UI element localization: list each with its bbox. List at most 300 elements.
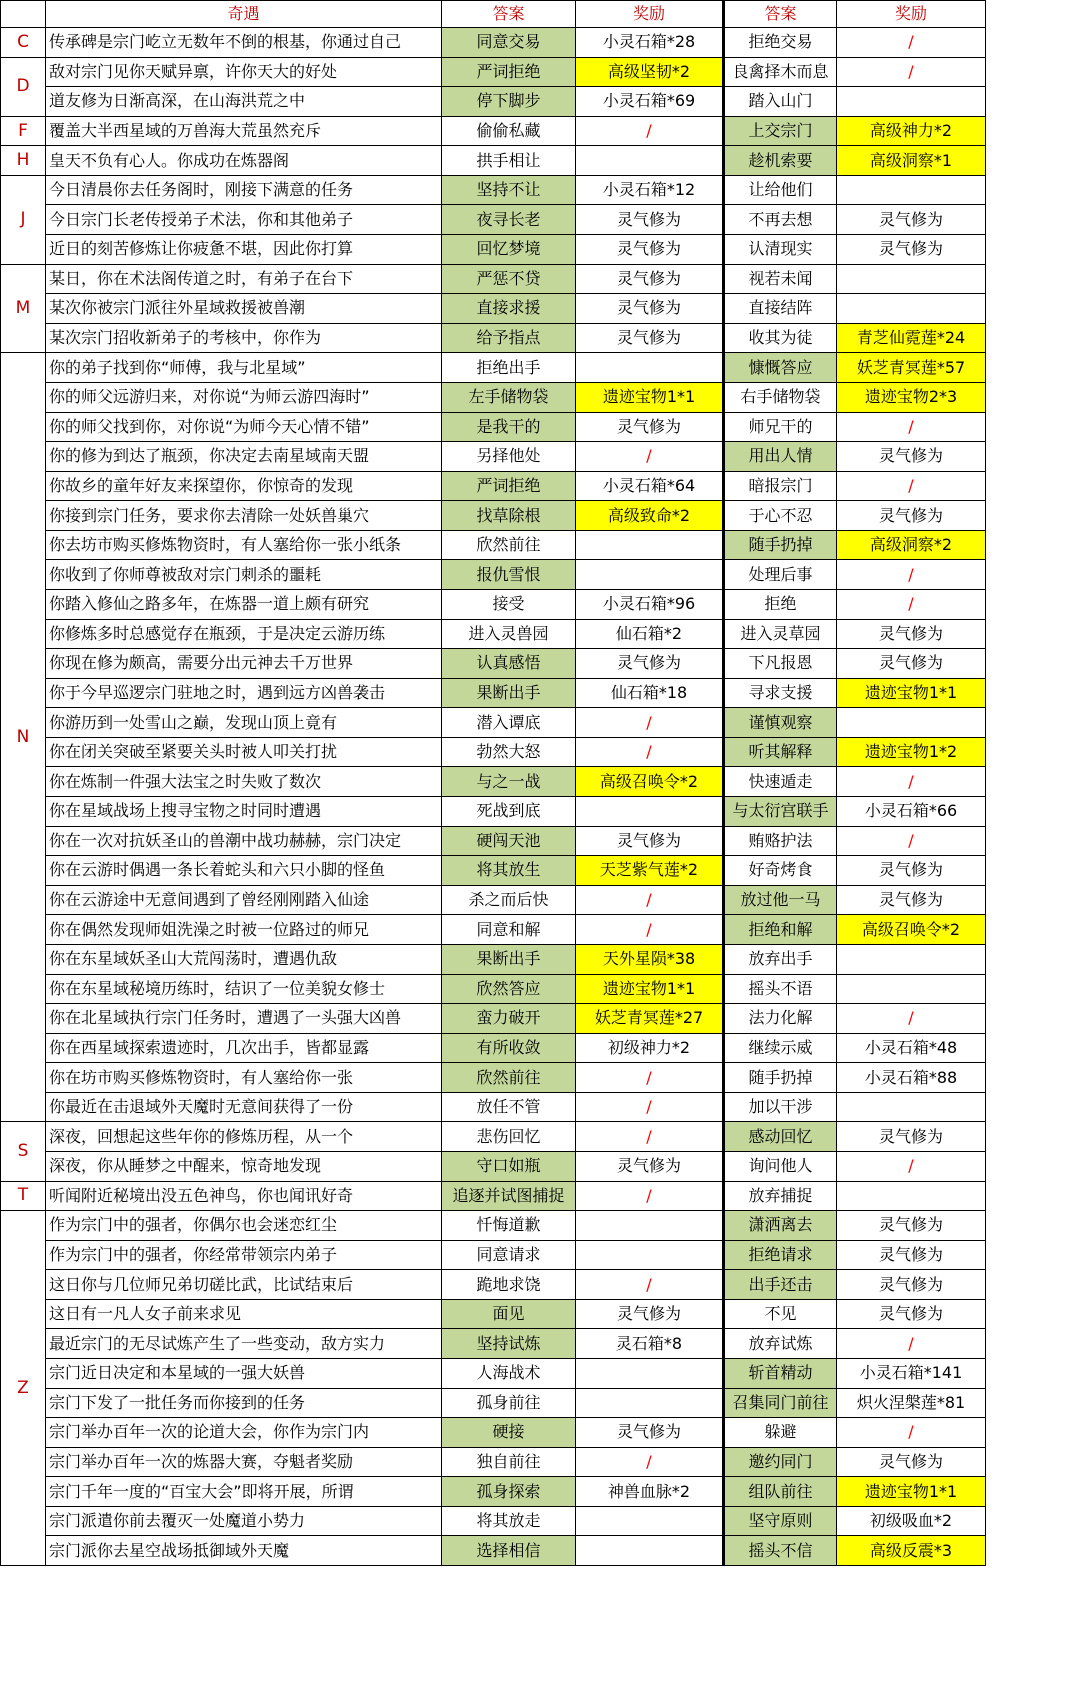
event-text: 你在一次对抗妖圣山的兽潮中战功赫赫，宗门决定 — [46, 826, 442, 856]
reward-2-cell: 灵气修为 — [837, 649, 986, 679]
event-text: 近日的刻苦修炼让你疲惫不堪，因此你打算 — [46, 235, 442, 265]
header-reward-1: 奖励 — [576, 1, 724, 28]
answer-1-cell: 回忆梦境 — [442, 235, 576, 265]
reward-1-cell: / — [576, 442, 724, 472]
answer-1-cell: 给予指点 — [442, 323, 576, 353]
section-letter: F — [1, 116, 46, 146]
reward-2-cell: / — [837, 826, 986, 856]
table-row — [1, 856, 986, 886]
answer-2-cell: 认清现实 — [724, 235, 837, 265]
table-row — [1, 1092, 986, 1122]
answer-1-cell: 坚持不让 — [442, 175, 576, 205]
event-text: 某日，你在术法阁传道之时，有弟子在台下 — [46, 264, 442, 294]
answer-1-cell: 严词拒绝 — [442, 57, 576, 87]
reward-1-cell: / — [576, 1092, 724, 1122]
answer-1-cell: 勃然大怒 — [442, 737, 576, 767]
table-row — [1, 797, 986, 827]
reward-1-cell: 灵气修为 — [576, 205, 724, 235]
answer-2-cell: 处理后事 — [724, 560, 837, 590]
table-row — [1, 412, 986, 442]
answer-2-cell: 拒绝 — [724, 589, 837, 619]
event-text: 作为宗门中的强者，你偶尔也会迷恋红尘 — [46, 1211, 442, 1241]
answer-1-cell: 死战到底 — [442, 797, 576, 827]
answer-2-cell: 踏入山门 — [724, 87, 837, 117]
event-text: 你去坊市购买修炼物资时，有人塞给你一张小纸条 — [46, 530, 442, 560]
event-text: 道友修为日渐高深，在山海洪荒之中 — [46, 87, 442, 117]
reward-1-cell: / — [576, 1122, 724, 1152]
answer-1-cell: 独自前往 — [442, 1447, 576, 1477]
table-row — [1, 471, 986, 501]
reward-1-cell: 小灵石箱*69 — [576, 87, 724, 117]
reward-2-cell — [837, 974, 986, 1004]
reward-2-cell: 高级反震*3 — [837, 1536, 986, 1566]
answer-1-cell: 将其放生 — [442, 856, 576, 886]
table-row — [1, 1270, 986, 1300]
section-letter: M — [1, 264, 46, 353]
answer-2-cell: 放弃试炼 — [724, 1329, 837, 1359]
answer-2-cell: 随手扔掉 — [724, 530, 837, 560]
table-row — [1, 294, 986, 324]
event-text: 作为宗门中的强者，你经常带领宗内弟子 — [46, 1240, 442, 1270]
reward-1-cell: 小灵石箱*12 — [576, 175, 724, 205]
reward-2-cell: / — [837, 57, 986, 87]
event-text: 覆盖大半西星域的万兽海大荒虽然充斥 — [46, 116, 442, 146]
table-row — [1, 1033, 986, 1063]
event-text: 你在东星域秘境历练时，结识了一位美貌女修士 — [46, 974, 442, 1004]
reward-1-cell — [576, 560, 724, 590]
reward-2-cell: / — [837, 471, 986, 501]
header-row — [1, 1, 986, 28]
answer-2-cell: 询问他人 — [724, 1151, 837, 1181]
table-row — [1, 382, 986, 412]
answer-2-cell: 快速遁走 — [724, 767, 837, 797]
answer-2-cell: 拒绝和解 — [724, 915, 837, 945]
reward-1-cell: / — [576, 708, 724, 738]
answer-2-cell: 良禽择木而息 — [724, 57, 837, 87]
answer-2-cell: 随手扔掉 — [724, 1063, 837, 1093]
section-letter: J — [1, 175, 46, 264]
header-answer-1: 答案 — [442, 1, 576, 28]
event-text: 你在北星域执行宗门任务时，遭遇了一头强大凶兽 — [46, 1004, 442, 1034]
reward-2-cell: 灵气修为 — [837, 501, 986, 531]
event-text: 你游历到一处雪山之巅，发现山顶上竟有 — [46, 708, 442, 738]
answer-1-cell: 放任不管 — [442, 1092, 576, 1122]
reward-2-cell — [837, 175, 986, 205]
event-text: 你的修为到达了瓶颈，你决定去南星域南天盟 — [46, 442, 442, 472]
table-row — [1, 974, 986, 1004]
answer-1-cell: 孤身探索 — [442, 1477, 576, 1507]
reward-1-cell — [576, 1240, 724, 1270]
reward-1-cell: 天芝紫气莲*2 — [576, 856, 724, 886]
event-text: 你在炼制一件强大法宝之时失败了数次 — [46, 767, 442, 797]
event-text: 某次宗门招收新弟子的考核中，你作为 — [46, 323, 442, 353]
event-text: 你在云游途中无意间遇到了曾经刚刚踏入仙途 — [46, 885, 442, 915]
answer-2-cell: 组队前往 — [724, 1477, 837, 1507]
answer-1-cell: 追逐并试图捕捉 — [442, 1181, 576, 1211]
answer-1-cell: 坚持试炼 — [442, 1329, 576, 1359]
table-row — [1, 353, 986, 383]
answer-1-cell: 蛮力破开 — [442, 1004, 576, 1034]
answer-2-cell: 好奇烤食 — [724, 856, 837, 886]
answer-1-cell: 孤身前往 — [442, 1388, 576, 1418]
answer-1-cell: 找草除根 — [442, 501, 576, 531]
answer-1-cell: 拒绝出手 — [442, 353, 576, 383]
reward-1-cell: / — [576, 885, 724, 915]
header-corner — [1, 1, 46, 28]
answer-2-cell: 继续示威 — [724, 1033, 837, 1063]
reward-1-cell: 灵气修为 — [576, 1299, 724, 1329]
reward-2-cell — [837, 708, 986, 738]
answer-2-cell: 用出人情 — [724, 442, 837, 472]
reward-1-cell: 灵气修为 — [576, 235, 724, 265]
table-row — [1, 885, 986, 915]
section-letter: T — [1, 1181, 46, 1211]
reward-2-cell: 小灵石箱*66 — [837, 797, 986, 827]
answer-1-cell: 欣然前往 — [442, 530, 576, 560]
section-letter: H — [1, 146, 46, 176]
table-row — [1, 678, 986, 708]
answer-2-cell: 下凡报恩 — [724, 649, 837, 679]
answer-1-cell: 左手储物袋 — [442, 382, 576, 412]
reward-1-cell: 天外星陨*38 — [576, 944, 724, 974]
table-row — [1, 1211, 986, 1241]
reward-2-cell: / — [837, 560, 986, 590]
table-row — [1, 323, 986, 353]
event-text: 你接到宗门任务，要求你去清除一处妖兽巢穴 — [46, 501, 442, 531]
section-letter: D — [1, 57, 46, 116]
reward-1-cell: 灵气修为 — [576, 1151, 724, 1181]
header-event: 奇遇 — [46, 1, 442, 28]
answer-1-cell: 严词拒绝 — [442, 471, 576, 501]
event-text: 你在云游时偶遇一条长着蛇头和六只小脚的怪鱼 — [46, 856, 442, 886]
event-text: 最近宗门的无尽试炼产生了一些变动，敌方实力 — [46, 1329, 442, 1359]
table-row — [1, 1506, 986, 1536]
answer-1-cell: 另择他处 — [442, 442, 576, 472]
table-row — [1, 1477, 986, 1507]
reward-1-cell: / — [576, 1181, 724, 1211]
event-text: 宗门举办百年一次的炼器大赛，夺魁者奖励 — [46, 1447, 442, 1477]
answer-2-cell: 法力化解 — [724, 1004, 837, 1034]
section-letter: C — [1, 28, 46, 58]
table-row — [1, 1536, 986, 1566]
answer-1-cell: 有所收敛 — [442, 1033, 576, 1063]
reward-2-cell: 初级吸血*2 — [837, 1506, 986, 1536]
table-row — [1, 1299, 986, 1329]
answer-2-cell: 出手还击 — [724, 1270, 837, 1300]
answer-2-cell: 拒绝请求 — [724, 1240, 837, 1270]
reward-1-cell — [576, 1211, 724, 1241]
reward-1-cell: / — [576, 915, 724, 945]
event-text: 你收到了你师尊被敌对宗门刺杀的噩耗 — [46, 560, 442, 590]
reward-1-cell: 高级致命*2 — [576, 501, 724, 531]
reward-2-cell — [837, 87, 986, 117]
reward-1-cell: 仙石箱*2 — [576, 619, 724, 649]
table-row — [1, 28, 986, 58]
answer-2-cell: 摇头不语 — [724, 974, 837, 1004]
answer-2-cell: 视若未闻 — [724, 264, 837, 294]
answer-1-cell: 人海战术 — [442, 1359, 576, 1389]
reward-2-cell: 灵气修为 — [837, 442, 986, 472]
reward-2-cell: / — [837, 1418, 986, 1448]
table-row — [1, 1447, 986, 1477]
reward-2-cell: 妖芝青冥莲*57 — [837, 353, 986, 383]
table-row — [1, 560, 986, 590]
section-letter: S — [1, 1122, 46, 1181]
reward-1-cell: 灵气修为 — [576, 826, 724, 856]
event-text: 今日宗门长老传授弟子术法，你和其他弟子 — [46, 205, 442, 235]
table-row — [1, 649, 986, 679]
answer-1-cell: 偷偷私藏 — [442, 116, 576, 146]
reward-1-cell: 初级神力*2 — [576, 1033, 724, 1063]
reward-2-cell: 高级召唤令*2 — [837, 915, 986, 945]
table-row — [1, 708, 986, 738]
header-reward-2: 奖励 — [837, 1, 986, 28]
answer-1-cell: 接受 — [442, 589, 576, 619]
event-text: 你的师父找到你，对你说“为师今天心情不错” — [46, 412, 442, 442]
reward-2-cell: / — [837, 1151, 986, 1181]
answer-2-cell: 寻求支援 — [724, 678, 837, 708]
reward-2-cell: 小灵石箱*48 — [837, 1033, 986, 1063]
reward-2-cell — [837, 264, 986, 294]
reward-1-cell: 灵气修为 — [576, 323, 724, 353]
reward-1-cell: 小灵石箱*64 — [576, 471, 724, 501]
answer-1-cell: 报仇雪恨 — [442, 560, 576, 590]
answer-2-cell: 与太衍宫联手 — [724, 797, 837, 827]
table-row — [1, 205, 986, 235]
reward-2-cell: 灵气修为 — [837, 885, 986, 915]
reward-2-cell: 遗迹宝物1*1 — [837, 1477, 986, 1507]
reward-2-cell: 炽火涅槃莲*81 — [837, 1388, 986, 1418]
reward-1-cell: 小灵石箱*96 — [576, 589, 724, 619]
answer-2-cell: 召集同门前往 — [724, 1388, 837, 1418]
answer-2-cell: 放弃出手 — [724, 944, 837, 974]
reward-2-cell: 青芝仙霓莲*24 — [837, 323, 986, 353]
section-letter: N — [1, 353, 46, 1122]
reward-1-cell — [576, 530, 724, 560]
answer-1-cell: 将其放走 — [442, 1506, 576, 1536]
answer-1-cell: 与之一战 — [442, 767, 576, 797]
answer-2-cell: 于心不忍 — [724, 501, 837, 531]
reward-2-cell: 灵气修为 — [837, 1299, 986, 1329]
answer-1-cell: 是我干的 — [442, 412, 576, 442]
answer-1-cell: 认真感悟 — [442, 649, 576, 679]
event-text: 你在星域战场上搜寻宝物之时同时遭遇 — [46, 797, 442, 827]
event-text: 宗门千年一度的“百宝大会”即将开展，所谓 — [46, 1477, 442, 1507]
answer-1-cell: 严惩不贷 — [442, 264, 576, 294]
table-row — [1, 235, 986, 265]
answer-1-cell: 夜寻长老 — [442, 205, 576, 235]
event-text: 皇天不负有心人。你成功在炼器阁 — [46, 146, 442, 176]
reward-1-cell: 高级召唤令*2 — [576, 767, 724, 797]
answer-2-cell: 暗报宗门 — [724, 471, 837, 501]
reward-2-cell: 高级洞察*2 — [837, 530, 986, 560]
answer-2-cell: 进入灵草园 — [724, 619, 837, 649]
reward-1-cell: / — [576, 116, 724, 146]
event-text: 深夜，回想起这些年你的修炼历程，从一个 — [46, 1122, 442, 1152]
reward-2-cell: / — [837, 767, 986, 797]
table-row — [1, 826, 986, 856]
table-row — [1, 589, 986, 619]
answer-1-cell: 同意交易 — [442, 28, 576, 58]
reward-2-cell: / — [837, 1004, 986, 1034]
table-row — [1, 619, 986, 649]
table-row — [1, 1063, 986, 1093]
reward-1-cell: 遗迹宝物1*1 — [576, 974, 724, 1004]
reward-2-cell: 灵气修为 — [837, 1270, 986, 1300]
reward-1-cell: / — [576, 1270, 724, 1300]
table-row — [1, 737, 986, 767]
event-text: 你在偶然发现师姐洗澡之时被一位路过的师兄 — [46, 915, 442, 945]
answer-1-cell: 面见 — [442, 1299, 576, 1329]
event-text: 这日你与几位师兄弟切磋比武，比试结束后 — [46, 1270, 442, 1300]
answer-1-cell: 果断出手 — [442, 944, 576, 974]
event-text: 你的师父远游归来，对你说“为师云游四海时” — [46, 382, 442, 412]
answer-2-cell: 上交宗门 — [724, 116, 837, 146]
reward-1-cell: 灵气修为 — [576, 294, 724, 324]
table-row — [1, 1388, 986, 1418]
table-row — [1, 1122, 986, 1152]
event-text: 你于今早巡逻宗门驻地之时，遇到远方凶兽袭击 — [46, 678, 442, 708]
event-text: 听闻附近秘境出没五色神鸟，你也闻讯好奇 — [46, 1181, 442, 1211]
reward-2-cell: / — [837, 28, 986, 58]
reward-2-cell: 灵气修为 — [837, 1447, 986, 1477]
answer-2-cell: 加以干涉 — [724, 1092, 837, 1122]
table-row — [1, 1004, 986, 1034]
answer-1-cell: 硬接 — [442, 1418, 576, 1448]
reward-2-cell: 灵气修为 — [837, 619, 986, 649]
reward-2-cell: 小灵石箱*141 — [837, 1359, 986, 1389]
table-row — [1, 442, 986, 472]
reward-1-cell — [576, 1359, 724, 1389]
reward-2-cell: 高级神力*2 — [837, 116, 986, 146]
answer-1-cell: 欣然前往 — [442, 1063, 576, 1093]
reward-1-cell — [576, 797, 724, 827]
reward-2-cell: 灵气修为 — [837, 1211, 986, 1241]
reward-1-cell: 灵气修为 — [576, 264, 724, 294]
event-text: 你踏入修仙之路多年，在炼器一道上颇有研究 — [46, 589, 442, 619]
answer-2-cell: 听其解释 — [724, 737, 837, 767]
answer-2-cell: 潇洒离去 — [724, 1211, 837, 1241]
answer-2-cell: 直接结阵 — [724, 294, 837, 324]
event-text: 某次你被宗门派往外星域救援被兽潮 — [46, 294, 442, 324]
reward-1-cell: 高级坚韧*2 — [576, 57, 724, 87]
reward-1-cell — [576, 353, 724, 383]
event-text: 宗门近日决定和本星域的一强大妖兽 — [46, 1359, 442, 1389]
reward-2-cell: 灵气修为 — [837, 205, 986, 235]
reward-2-cell — [837, 294, 986, 324]
table-row — [1, 1418, 986, 1448]
answer-2-cell: 不见 — [724, 1299, 837, 1329]
answer-2-cell: 让给他们 — [724, 175, 837, 205]
reward-1-cell: 遗迹宝物1*1 — [576, 382, 724, 412]
header-answer-2: 答案 — [724, 1, 837, 28]
reward-1-cell: 灵气修为 — [576, 412, 724, 442]
event-text: 你在坊市购买修炼物资时，有人塞给你一张 — [46, 1063, 442, 1093]
table-row — [1, 146, 986, 176]
table-row — [1, 175, 986, 205]
reward-2-cell: 高级洞察*1 — [837, 146, 986, 176]
table-row — [1, 264, 986, 294]
reward-1-cell: 神兽血脉*2 — [576, 1477, 724, 1507]
reward-1-cell: / — [576, 1447, 724, 1477]
event-text: 深夜，你从睡梦之中醒来，惊奇地发现 — [46, 1151, 442, 1181]
reward-1-cell — [576, 1506, 724, 1536]
event-text: 你故乡的童年好友来探望你，你惊奇的发现 — [46, 471, 442, 501]
answer-2-cell: 师兄干的 — [724, 412, 837, 442]
answer-2-cell: 感动回忆 — [724, 1122, 837, 1152]
event-text: 你最近在击退域外天魔时无意间获得了一份 — [46, 1092, 442, 1122]
answer-2-cell: 贿赂护法 — [724, 826, 837, 856]
reward-2-cell: / — [837, 1329, 986, 1359]
reward-2-cell: 遗迹宝物2*3 — [837, 382, 986, 412]
event-text: 你在东星域妖圣山大荒闯荡时，遭遇仇敌 — [46, 944, 442, 974]
answer-2-cell: 右手储物袋 — [724, 382, 837, 412]
table-row — [1, 116, 986, 146]
reward-2-cell — [837, 1181, 986, 1211]
table-row — [1, 767, 986, 797]
answer-1-cell: 潜入谭底 — [442, 708, 576, 738]
answer-2-cell: 斩首精动 — [724, 1359, 837, 1389]
answer-1-cell: 同意请求 — [442, 1240, 576, 1270]
answer-2-cell: 谨慎观察 — [724, 708, 837, 738]
event-text: 这日有一凡人女子前来求见 — [46, 1299, 442, 1329]
table-row — [1, 1151, 986, 1181]
event-text: 今日清晨你去任务阁时，刚接下满意的任务 — [46, 175, 442, 205]
answer-2-cell: 趁机索要 — [724, 146, 837, 176]
reward-2-cell: 小灵石箱*88 — [837, 1063, 986, 1093]
answer-2-cell: 收其为徒 — [724, 323, 837, 353]
answer-1-cell: 跪地求饶 — [442, 1270, 576, 1300]
table-row — [1, 57, 986, 87]
reward-2-cell — [837, 1092, 986, 1122]
reward-1-cell — [576, 146, 724, 176]
event-text: 宗门举办百年一次的论道大会，你作为宗门内 — [46, 1418, 442, 1448]
table-row — [1, 1329, 986, 1359]
answer-1-cell: 杀之而后快 — [442, 885, 576, 915]
answer-2-cell: 摇头不信 — [724, 1536, 837, 1566]
table-row — [1, 915, 986, 945]
reward-1-cell: 小灵石箱*28 — [576, 28, 724, 58]
event-text: 宗门下发了一批任务而你接到的任务 — [46, 1388, 442, 1418]
event-text: 宗门派你去星空战场抵御域外天魔 — [46, 1536, 442, 1566]
answer-1-cell: 直接求援 — [442, 294, 576, 324]
reward-2-cell: 灵气修为 — [837, 235, 986, 265]
reward-2-cell: / — [837, 589, 986, 619]
table-row — [1, 1240, 986, 1270]
section-letter: Z — [1, 1211, 46, 1566]
reward-2-cell: 遗迹宝物1*2 — [837, 737, 986, 767]
reward-2-cell: 灵气修为 — [837, 1240, 986, 1270]
event-text: 你的弟子找到你“师傅，我与北星域” — [46, 353, 442, 383]
table-row — [1, 530, 986, 560]
answer-2-cell: 放弃捕捉 — [724, 1181, 837, 1211]
answer-1-cell: 硬闯天池 — [442, 826, 576, 856]
answer-1-cell: 果断出手 — [442, 678, 576, 708]
table-row — [1, 501, 986, 531]
answer-1-cell: 拱手相让 — [442, 146, 576, 176]
reward-2-cell: 遗迹宝物1*1 — [837, 678, 986, 708]
event-text: 你修炼多时总感觉存在瓶颈，于是决定云游历练 — [46, 619, 442, 649]
event-text: 敌对宗门见你天赋异禀，许你天大的好处 — [46, 57, 442, 87]
reward-2-cell: 灵气修为 — [837, 1122, 986, 1152]
event-text: 传承碑是宗门屹立无数年不倒的根基，你通过自己 — [46, 28, 442, 58]
reward-1-cell: 灵石箱*8 — [576, 1329, 724, 1359]
answer-1-cell: 悲伤回忆 — [442, 1122, 576, 1152]
event-text: 你在西星域探索遗迹时，几次出手，皆都显露 — [46, 1033, 442, 1063]
reward-2-cell: 灵气修为 — [837, 856, 986, 886]
table-row — [1, 944, 986, 974]
table-row — [1, 87, 986, 117]
